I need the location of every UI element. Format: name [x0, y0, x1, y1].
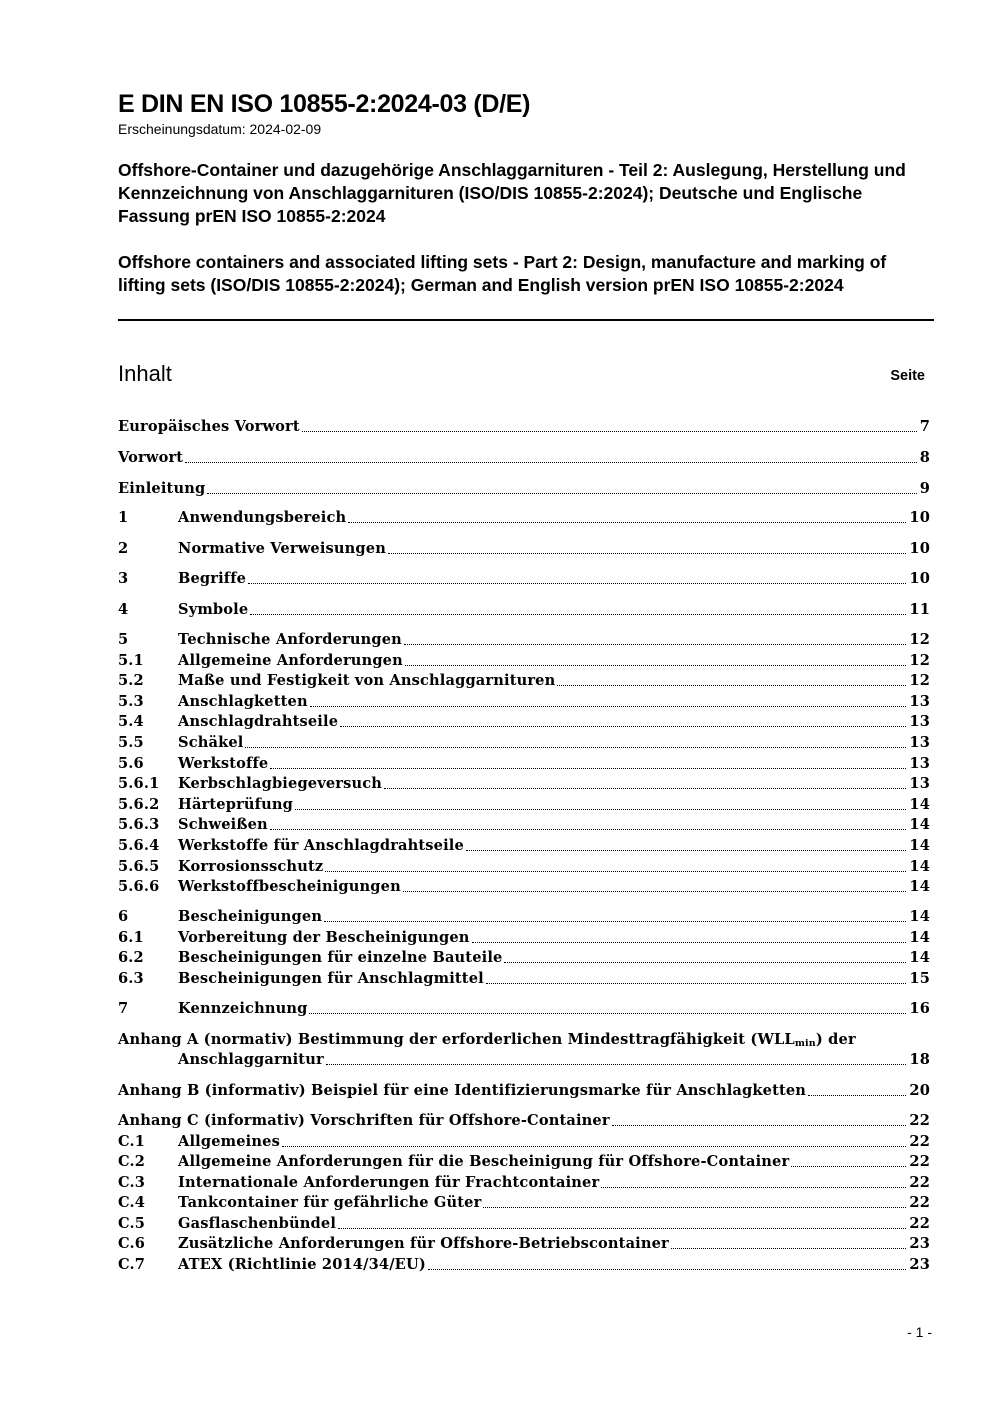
toc-entry-c-7[interactable]: [118, 1255, 930, 1275]
toc-entry-page: 12: [909, 672, 930, 689]
toc-entry-page: 22: [909, 1194, 930, 1211]
toc-leader: [405, 665, 907, 666]
toc-entry-5-2[interactable]: [118, 671, 930, 691]
toc-entry-text: Technische Anforderungen: [178, 631, 402, 648]
toc-entry-5-6-5[interactable]: [118, 857, 930, 877]
toc-entry-5-6-3[interactable]: [118, 815, 930, 835]
toc-entry-number: 5.4: [118, 713, 144, 730]
toc-leader: [601, 1187, 906, 1188]
toc-entry-page: 23: [909, 1235, 930, 1252]
toc-entry-6-1[interactable]: [118, 928, 930, 948]
toc-entry-page: 13: [909, 734, 930, 751]
toc-entry-page: 10: [909, 509, 930, 526]
toc-entry-text: Schweißen: [178, 816, 268, 833]
toc-entry-text: Allgemeine Anforderungen: [178, 652, 403, 669]
toc-entry-5-6-1[interactable]: [118, 774, 930, 794]
toc-entry-number: C.1: [118, 1133, 146, 1150]
toc-entry-number: C.5: [118, 1215, 146, 1232]
toc-entry-text: Anhang C (informativ) Vorschriften für Offshore-Container: [118, 1112, 610, 1129]
toc-entry-introduction[interactable]: [118, 479, 930, 499]
toc-leader: [340, 726, 906, 727]
toc-leader: [504, 962, 906, 963]
toc-entry-5-6-2[interactable]: [118, 795, 930, 815]
toc-entry-text: Zusätzliche Anforderungen für Offshore-Betriebscontainer: [178, 1235, 669, 1252]
toc-leader: [671, 1248, 906, 1249]
toc-leader: [325, 871, 906, 872]
toc-entry-page: 13: [909, 775, 930, 792]
toc-leader: [324, 921, 906, 922]
toc-entry-page: 9: [919, 480, 930, 497]
toc-entry-page: 14: [909, 796, 930, 813]
toc-leader: [403, 891, 907, 892]
toc-entry-page: 14: [909, 858, 930, 875]
toc-entry-text: Anwendungsbereich: [178, 509, 347, 526]
toc-entry-page: 22: [909, 1133, 930, 1150]
toc-entry-page: 23: [909, 1256, 930, 1273]
toc-entry-number: C.4: [118, 1194, 146, 1211]
toc-entry-text: Internationale Anforderungen für Frachtcontainer: [178, 1174, 600, 1191]
toc-entry-number: C.3: [118, 1174, 146, 1191]
toc-entry-text: Korrosionsschutz: [178, 858, 324, 875]
toc-leader: [326, 1064, 907, 1065]
toc-entry-text: Einleitung: [118, 480, 206, 497]
toc-leader: [384, 788, 906, 789]
toc-leader: [309, 1013, 906, 1014]
toc-entry-number: 5.1: [118, 652, 144, 669]
toc-entry-c-2[interactable]: [118, 1152, 930, 1172]
title-english: Offshore containers and associated lifting sets - Part 2: Design, manufacture and marking of lifting sets (ISO/DIS 10855-2:2024); German and English version prEN ISO 10855-2:2024: [118, 252, 887, 295]
toc-leader: [404, 644, 906, 645]
toc-entry-text: Werkstoffe für Anschlagdrahtseile: [178, 837, 464, 854]
issue-date: Erscheinungsdatum: 2024-02-09: [118, 121, 322, 137]
toc-entry-page: 22: [909, 1174, 930, 1191]
toc-entry-page: 16: [909, 1000, 930, 1017]
toc-entry-c-1[interactable]: [118, 1132, 930, 1152]
toc-leader: [348, 522, 906, 523]
toc-entry-text: Anhang B (informativ) Beispiel für eine Identifizierungsmarke für Anschlagketten: [118, 1082, 807, 1099]
toc-entry-text: Werkstoffbescheinigungen: [178, 878, 401, 895]
toc-entry-text: Tankcontainer für gefährliche Güter: [178, 1194, 482, 1211]
toc-entry-foreword[interactable]: [118, 448, 930, 468]
toc-entry-5-6[interactable]: [118, 754, 930, 774]
toc-leader: [282, 1146, 906, 1147]
toc-entry-annex-b[interactable]: [118, 1081, 930, 1101]
toc-entry-number: 5.6.1: [118, 775, 160, 792]
toc-entry-number: C.6: [118, 1235, 146, 1252]
toc-page-label: Seite: [890, 368, 925, 384]
toc-entry-number: 7: [118, 1000, 129, 1017]
toc-leader: [483, 1207, 906, 1208]
toc-leader: [207, 493, 916, 494]
toc-entry-text: Werkstoffe: [178, 755, 269, 772]
toc-entry-number: 5.2: [118, 672, 144, 689]
toc-entry-annex-a-line2[interactable]: [118, 1050, 930, 1070]
toc-entry-european-foreword[interactable]: [118, 417, 930, 437]
toc-leader: [388, 553, 906, 554]
toc-entry-page: 13: [909, 693, 930, 710]
toc-entry-page: 14: [909, 949, 930, 966]
toc-entry-page: 7: [919, 418, 930, 435]
toc-entry-2[interactable]: [118, 539, 930, 559]
toc-entry-number: 3: [118, 570, 129, 587]
toc-leader: [310, 706, 907, 707]
toc-entry-5-6-6[interactable]: [118, 877, 930, 897]
toc-entry-page: 15: [909, 970, 930, 987]
toc-entry-number: 5.6.2: [118, 796, 160, 813]
toc-leader: [791, 1166, 906, 1167]
toc-leader: [245, 747, 906, 748]
title-german: Offshore-Container und dazugehörige Anschlaggarnituren - Teil 2: Auslegung, Herstellung und Kennzeichnung von Anschlaggarnituren (ISO/DIS 10855-2:2024); Deutsche und Englische Fassung prEN ISO 10855-2:2024: [118, 160, 906, 226]
toc-entry-c-6[interactable]: [118, 1234, 930, 1254]
toc-entry-text: Anhang A (normativ) Bestimmung der erforderlichen Mindesttragfähigkeit (WLL: [118, 1031, 795, 1048]
toc-entry-text: Anschlagketten: [178, 693, 308, 710]
toc-leader: [185, 462, 917, 463]
toc-entry-text: Normative Verweisungen: [178, 540, 386, 557]
toc-entry-page: 13: [909, 713, 930, 730]
toc-entry-5-6-4[interactable]: [118, 836, 930, 856]
toc-entry-text: Allgemeines: [178, 1133, 280, 1150]
toc-entry-number: 5.6: [118, 755, 144, 772]
toc-leader: [612, 1125, 907, 1126]
toc-entry-c-4[interactable]: [118, 1193, 930, 1213]
page-number: - 1 -: [907, 1324, 932, 1340]
toc-entry-page: 12: [909, 652, 930, 669]
toc-entry-5[interactable]: [118, 630, 930, 650]
toc-entry-number: 5.3: [118, 693, 144, 710]
toc-entry-c-3[interactable]: [118, 1173, 930, 1193]
toc-leader: [302, 431, 917, 432]
toc-entry-page: 13: [909, 755, 930, 772]
toc-entry-text: Begriffe: [178, 570, 247, 587]
toc-entry-page: 11: [909, 601, 930, 618]
toc-entry-page: 22: [909, 1153, 930, 1170]
toc-entry-page: 14: [909, 837, 930, 854]
toc-entry-text: ATEX (Richtlinie 2014/34/EU): [178, 1256, 426, 1273]
document-title: E DIN EN ISO 10855-2:2024-03 (D/E): [118, 90, 531, 118]
toc-entry-number: 4: [118, 601, 129, 618]
title-divider: [118, 319, 934, 321]
toc-entry-6-3[interactable]: [118, 969, 930, 989]
toc-entry-number: 2: [118, 540, 129, 557]
toc-entry-subscript: min: [794, 1038, 816, 1049]
toc-entry-6[interactable]: [118, 907, 930, 927]
toc-entry-number: 5: [118, 631, 129, 648]
toc-leader: [466, 850, 906, 851]
toc-entry-text: Kennzeichnung: [178, 1000, 308, 1017]
toc-leader: [808, 1095, 906, 1096]
toc-leader: [295, 809, 906, 810]
toc-entry-number: 5.6.3: [118, 816, 160, 833]
toc-entry-5-4[interactable]: [118, 712, 930, 732]
toc-entry-text: Bescheinigungen für einzelne Bauteile: [178, 949, 503, 966]
toc-entry-page: 12: [909, 631, 930, 648]
toc-leader: [486, 983, 907, 984]
toc-entry-number: 6.1: [118, 929, 144, 946]
toc-heading: Inhalt: [118, 361, 172, 386]
toc-entry-annex-a-line1[interactable]: [118, 1030, 930, 1050]
toc-leader: [270, 829, 907, 830]
toc-entry-text: Härteprüfung: [178, 796, 293, 813]
toc-entry-c-5[interactable]: [118, 1214, 930, 1234]
toc-entry-text: Anschlagdrahtseile: [178, 713, 339, 730]
toc-entry-number: 6.3: [118, 970, 144, 987]
toc-entry-5-5[interactable]: [118, 733, 930, 753]
toc-entry-page: 14: [909, 878, 930, 895]
toc-entry-annex-c[interactable]: [118, 1111, 930, 1131]
toc-entry-number: 5.6.4: [118, 837, 160, 854]
toc-entry-number: 1: [118, 509, 129, 526]
toc-entry-page: 10: [909, 570, 930, 587]
toc-entry-text: Anschlaggarnitur: [178, 1051, 324, 1068]
toc-entry-page: 14: [909, 816, 930, 833]
toc-entry-number: 5.5: [118, 734, 144, 751]
toc-entry-text: Vorwort: [118, 449, 184, 466]
toc-entry-page: 18: [909, 1051, 930, 1068]
toc-entry-number: 6.2: [118, 949, 144, 966]
toc-entry-page: 14: [909, 929, 930, 946]
toc-entry-number: 5.6.6: [118, 878, 160, 895]
toc-entry-number: C.7: [118, 1256, 146, 1273]
toc-entry-number: C.2: [118, 1153, 146, 1170]
toc-entry-page: 22: [909, 1112, 930, 1129]
toc-entry-page: 14: [909, 908, 930, 925]
toc-entry-1[interactable]: [118, 508, 930, 528]
toc-entry-7[interactable]: [118, 999, 930, 1019]
toc-leader: [250, 614, 906, 615]
toc-leader: [472, 942, 907, 943]
toc-entry-4[interactable]: [118, 600, 930, 620]
toc-leader: [248, 583, 906, 584]
toc-entry-page: 22: [909, 1215, 930, 1232]
toc-entry-5-3[interactable]: [118, 692, 930, 712]
toc-entry-6-2[interactable]: [118, 948, 930, 968]
toc-entry-page: 10: [909, 540, 930, 557]
toc-leader: [270, 768, 906, 769]
toc-leader: [338, 1228, 906, 1229]
toc-entry-number: 5.6.5: [118, 858, 160, 875]
toc-entry-text: Vorbereitung der Bescheinigungen: [178, 929, 470, 946]
toc-leader: [557, 685, 906, 686]
toc-entry-text: Kerbschlagbiegeversuch: [178, 775, 383, 792]
toc-entry-page: 8: [919, 449, 930, 466]
toc-entry-text: Schäkel: [178, 734, 244, 751]
toc-leader: [428, 1269, 907, 1270]
toc-entry-text: Europäisches Vorwort: [118, 418, 300, 435]
toc-entry-number: 6: [118, 908, 129, 925]
toc-entry-page: 20: [909, 1082, 930, 1099]
toc-entry-text: Bescheinigungen für Anschlagmittel: [178, 970, 484, 987]
toc-entry-text: ) der: [815, 1031, 856, 1048]
toc-entry-text: Allgemeine Anforderungen für die Bescheinigung für Offshore-Container: [178, 1153, 790, 1170]
toc-entry-5-1[interactable]: [118, 651, 930, 671]
toc-entry-text: Maße und Festigkeit von Anschlaggarnituren: [178, 672, 556, 689]
toc-entry-text: Gasflaschenbündel: [178, 1215, 337, 1232]
toc-entry-3[interactable]: [118, 569, 930, 589]
toc-entry-text: Bescheinigungen: [178, 908, 323, 925]
toc-entry-text: Symbole: [178, 601, 249, 618]
